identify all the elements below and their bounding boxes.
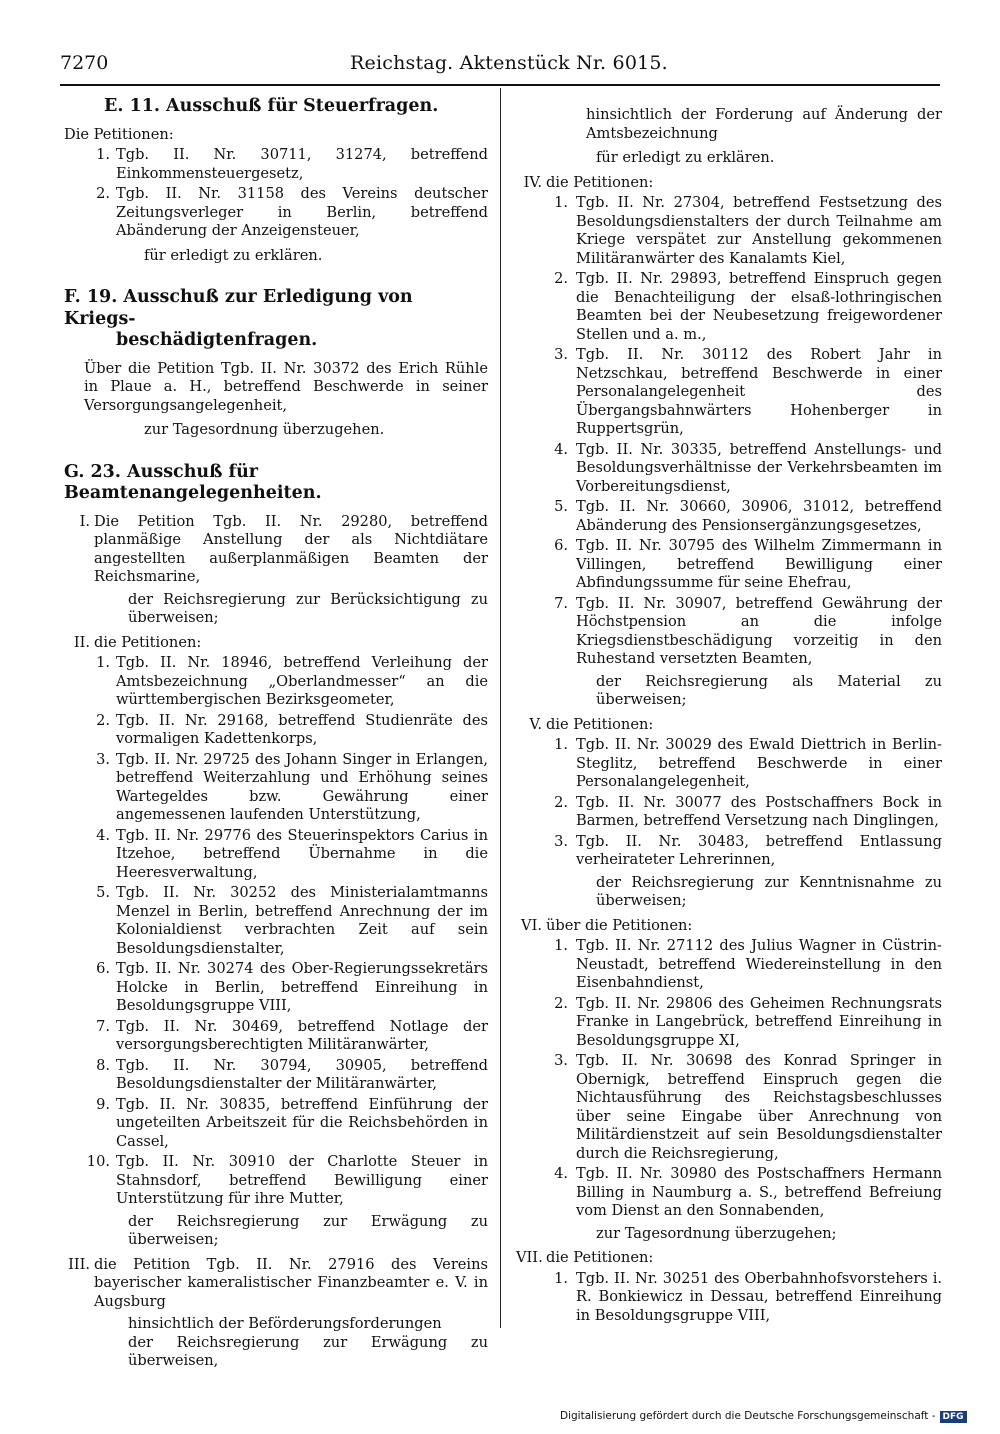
section-v-list: [516, 736, 942, 870]
list-item: 9. Tgb. II. Nr. 30835, betreffend Einführung der ungeteilten Arbeitszeit für die Reichsbehörden in Cassel,: [96, 1095, 488, 1150]
section-v: V. die Petitionen:: [529, 715, 654, 733]
section-iii-c4: für erledigt zu erklären.: [596, 149, 775, 166]
list-item: 3. Tgb. II. Nr. 30112 des Robert Jahr in Netzschkau, betreffend Beschwerde in einer Personalangelegenheit des Übergangsbahnwärters Hohenberger in Ruppertsgrün,: [554, 346, 942, 437]
section-e-conclusion: für erledigt zu erklären.: [144, 246, 323, 264]
section-e-title: E. 11. Ausschuß für Steuerfragen.: [104, 96, 439, 116]
list-item: 1. Tgb. II. Nr. 18946, betreffend Verleihung der Amtsbezeichnung „Oberlandmesser“ an die württembergischen Bezirksgeometer,: [96, 654, 488, 708]
list-item: 2. Tgb. II. Nr. 29168, betreffend Studienräte des vormaligen Kadettenkorps,: [96, 711, 488, 747]
section-e-list: [64, 146, 488, 241]
list-item: 4. Tgb. II. Nr. 29776 des Steuerinspektors Carius in Itzehoe, betreffend Übernahme in die Heeresverwaltung,: [96, 826, 488, 881]
list-item: 6. Tgb. II. Nr. 30795 des Wilhelm Zimmermann in Villingen, betreffend Bewilligung einer Abfindungssumme für seine Ehefrau,: [554, 537, 942, 591]
list-item: 6. Tgb. II. Nr. 30274 des Ober-Regierungssekretärs Holcke in Berlin, betreffend Einreihung in Besoldungsgruppe VIII,: [96, 960, 488, 1014]
dfg-logo: DFG: [940, 1411, 967, 1423]
page-header: [60, 52, 940, 82]
section-g-i-conclusion: der Reichsregierung zur Berücksichtigung zu überweisen;: [128, 590, 488, 626]
section-g-ii-list: [64, 654, 488, 1209]
column-divider: [500, 88, 501, 1328]
section-g-ii-conclusion: der Reichsregierung zur Erwägung zu überweisen;: [128, 1212, 488, 1248]
section-g-iii-c1: hinsichtlich der Beförderungsforderungen: [128, 1315, 442, 1332]
list-item: 2. Tgb. II. Nr. 29893, betreffend Einspruch gegen die Benachteiligung der elsaß-lothringischen Beamten bei der Neubesetzung freigewordener Stellen und a. m.,: [554, 270, 942, 343]
section-f-conclusion: zur Tagesordnung überzugehen.: [144, 421, 385, 438]
section-iv-list: [516, 194, 942, 669]
list-item: 3. Tgb. II. Nr. 29725 des Johann Singer in Erlangen, betreffend Weiterzahlung und Erhöhung seines Wartegeldes bzw. Gewährung einer angemessenen laufenden Unterstützung,: [96, 750, 488, 823]
section-g-iii: III. die Petition Tgb. II. Nr. 27916 des Vereins bayerischer kameralistischer Finanzbeamter e. V. in Augsburg: [68, 1255, 488, 1310]
list-item: 5. Tgb. II. Nr. 30660, 30906, 31012, betreffend Abänderung des Pensionsergänzungsgesetzes,: [554, 498, 942, 534]
list-item: 7. Tgb. II. Nr. 30469, betreffend Notlage der versorgungsberechtigten Militäranwärter,: [96, 1017, 488, 1053]
section-g-i: I. Die Petition Tgb. II. Nr. 29280, betreffend planmäßige Anstellung der als Nichtdiätare angestellten außerplanmäßigen Beamten der Reichsmarine,: [79, 512, 488, 585]
list-item: 3. Tgb. II. Nr. 30698 des Konrad Springer in Obernigk, betreffend Einspruch gegen die Nichtausführung des Reichstagsbeschlusses über seine Eingabe über Anrechnung von Militärdienstzeit auf sein Besoldungsdienstalter durch die Reichsregierung,: [554, 1052, 942, 1162]
list-item: 10. Tgb. II. Nr. 30910 der Charlotte Steuer in Stahnsdorf, betreffend Bewilligung einer Unterstützung für ihre Mutter,: [86, 1153, 488, 1207]
list-item: 8. Tgb. II. Nr. 30794, 30905, betreffend Besoldungsdienstalter der Militäranwärter,: [96, 1056, 488, 1092]
section-vii: VII. die Petitionen:: [516, 1249, 654, 1266]
section-iv-conclusion: der Reichsregierung als Material zu überweisen;: [596, 672, 942, 708]
section-iii-c3: hinsichtlich der Forderung auf Änderung der Amtsbezeichnung: [586, 106, 942, 142]
section-v-conclusion: der Reichsregierung zur Kenntnisnahme zu überweisen;: [596, 873, 942, 909]
section-g-title: G. 23. Ausschuß für Beamtenangelegenheiten.: [64, 461, 322, 503]
list-item: 2. Tgb. II. Nr. 31158 des Vereins deutscher Zeitungsverleger in Berlin, betreffend Abänderung der Anzeigensteuer,: [96, 185, 488, 239]
list-item: 3. Tgb. II. Nr. 30483, betreffend Entlassung verheirateter Lehrerinnen,: [554, 832, 942, 868]
section-vi-conclusion: zur Tagesordnung überzugehen;: [596, 1224, 837, 1242]
list-item: 5. Tgb. II. Nr. 30252 des Ministerialamtmanns Menzel in Berlin, betreffend Anrechnung der im Kolonialdienst verbrachten Zeit auf sein Besoldungsdienstalter,: [96, 884, 488, 957]
section-f-title: F. 19. Ausschuß zur Erledigung von Kriegs- beschädigtenfragen.: [64, 287, 413, 350]
left-column: [64, 92, 488, 1377]
section-vi: VI. über die Petitionen:: [521, 916, 693, 934]
list-item: 1. Tgb. II. Nr. 30711, 31274, betreffend Einkommensteuergesetz,: [96, 146, 488, 182]
list-item: 4. Tgb. II. Nr. 30980 des Postschaffners Hermann Billing in Naumburg a. S., betreffend Befreiung vom Dienst an den Sonnabenden,: [554, 1165, 942, 1219]
list-item: 4. Tgb. II. Nr. 30335, betreffend Anstellungs- und Besoldungsverhältnisse der Verkehrsbeamten im Vorbereitungsdienst,: [554, 440, 942, 495]
running-head: Reichstag. Aktenstück Nr. 6015.: [350, 52, 668, 74]
section-vi-list: [516, 937, 942, 1221]
footer-text: Digitalisierung gefördert durch die Deutsche Forschungsgemeinschaft -: [560, 1410, 936, 1422]
section-g-iii-c2: der Reichsregierung zur Erwägung zu überweisen,: [128, 1333, 488, 1369]
section-vii-list: [516, 1270, 942, 1326]
section-iv: IV. die Petitionen:: [523, 173, 654, 191]
list-item: 1. Tgb. II. Nr. 27304, betreffend Festsetzung des Besoldungsdienstalters der durch Teilnahme am Kriege verspätet zur Anstellung gekommenen Militäranwärter des Kanalamts Kiel,: [554, 194, 942, 267]
list-item: 7. Tgb. II. Nr. 30907, betreffend Gewährung der Höchstpension an die infolge Kriegsdienstbeschädigung vorzeitig in den Ruhestand versetzten Beamten,: [554, 594, 942, 667]
page-number: 7270: [60, 52, 109, 74]
list-item: 1. Tgb. II. Nr. 30251 des Oberbahnhofsvorstehers i. R. Bonkiewicz in Dessau, betreffend Einreihung in Besoldungsgruppe VIII,: [554, 1269, 942, 1324]
list-item: 2. Tgb. II. Nr. 29806 des Geheimen Rechnungsrats Franke in Langebrück, betreffend Einreihung in Besoldungsgruppe XI,: [554, 994, 942, 1049]
section-g-ii: II. die Petitionen:: [73, 633, 202, 651]
header-rule: [60, 84, 940, 86]
digitization-footer: [560, 1410, 967, 1423]
list-item: 2. Tgb. II. Nr. 30077 des Postschaffners Bock in Barmen, betreffend Versetzung nach Dinglingen,: [554, 793, 942, 829]
list-item: 1. Tgb. II. Nr. 30029 des Ewald Diettrich in Berlin-Steglitz, betreffend Beschwerde in einer Personalangelegenheit,: [554, 736, 942, 790]
section-f-text: Über die Petition Tgb. II. Nr. 30372 des Erich Rühle in Plaue a. H., betreffend Beschwerde in seiner Versorgungsangelegenheit,: [84, 359, 488, 414]
right-column: [516, 92, 942, 1327]
section-e-intro: Die Petitionen:: [64, 125, 174, 143]
list-item: 1. Tgb. II. Nr. 27112 des Julius Wagner in Cüstrin-Neustadt, betreffend Wiedereinstellung in den Eisenbahndienst,: [554, 937, 942, 991]
